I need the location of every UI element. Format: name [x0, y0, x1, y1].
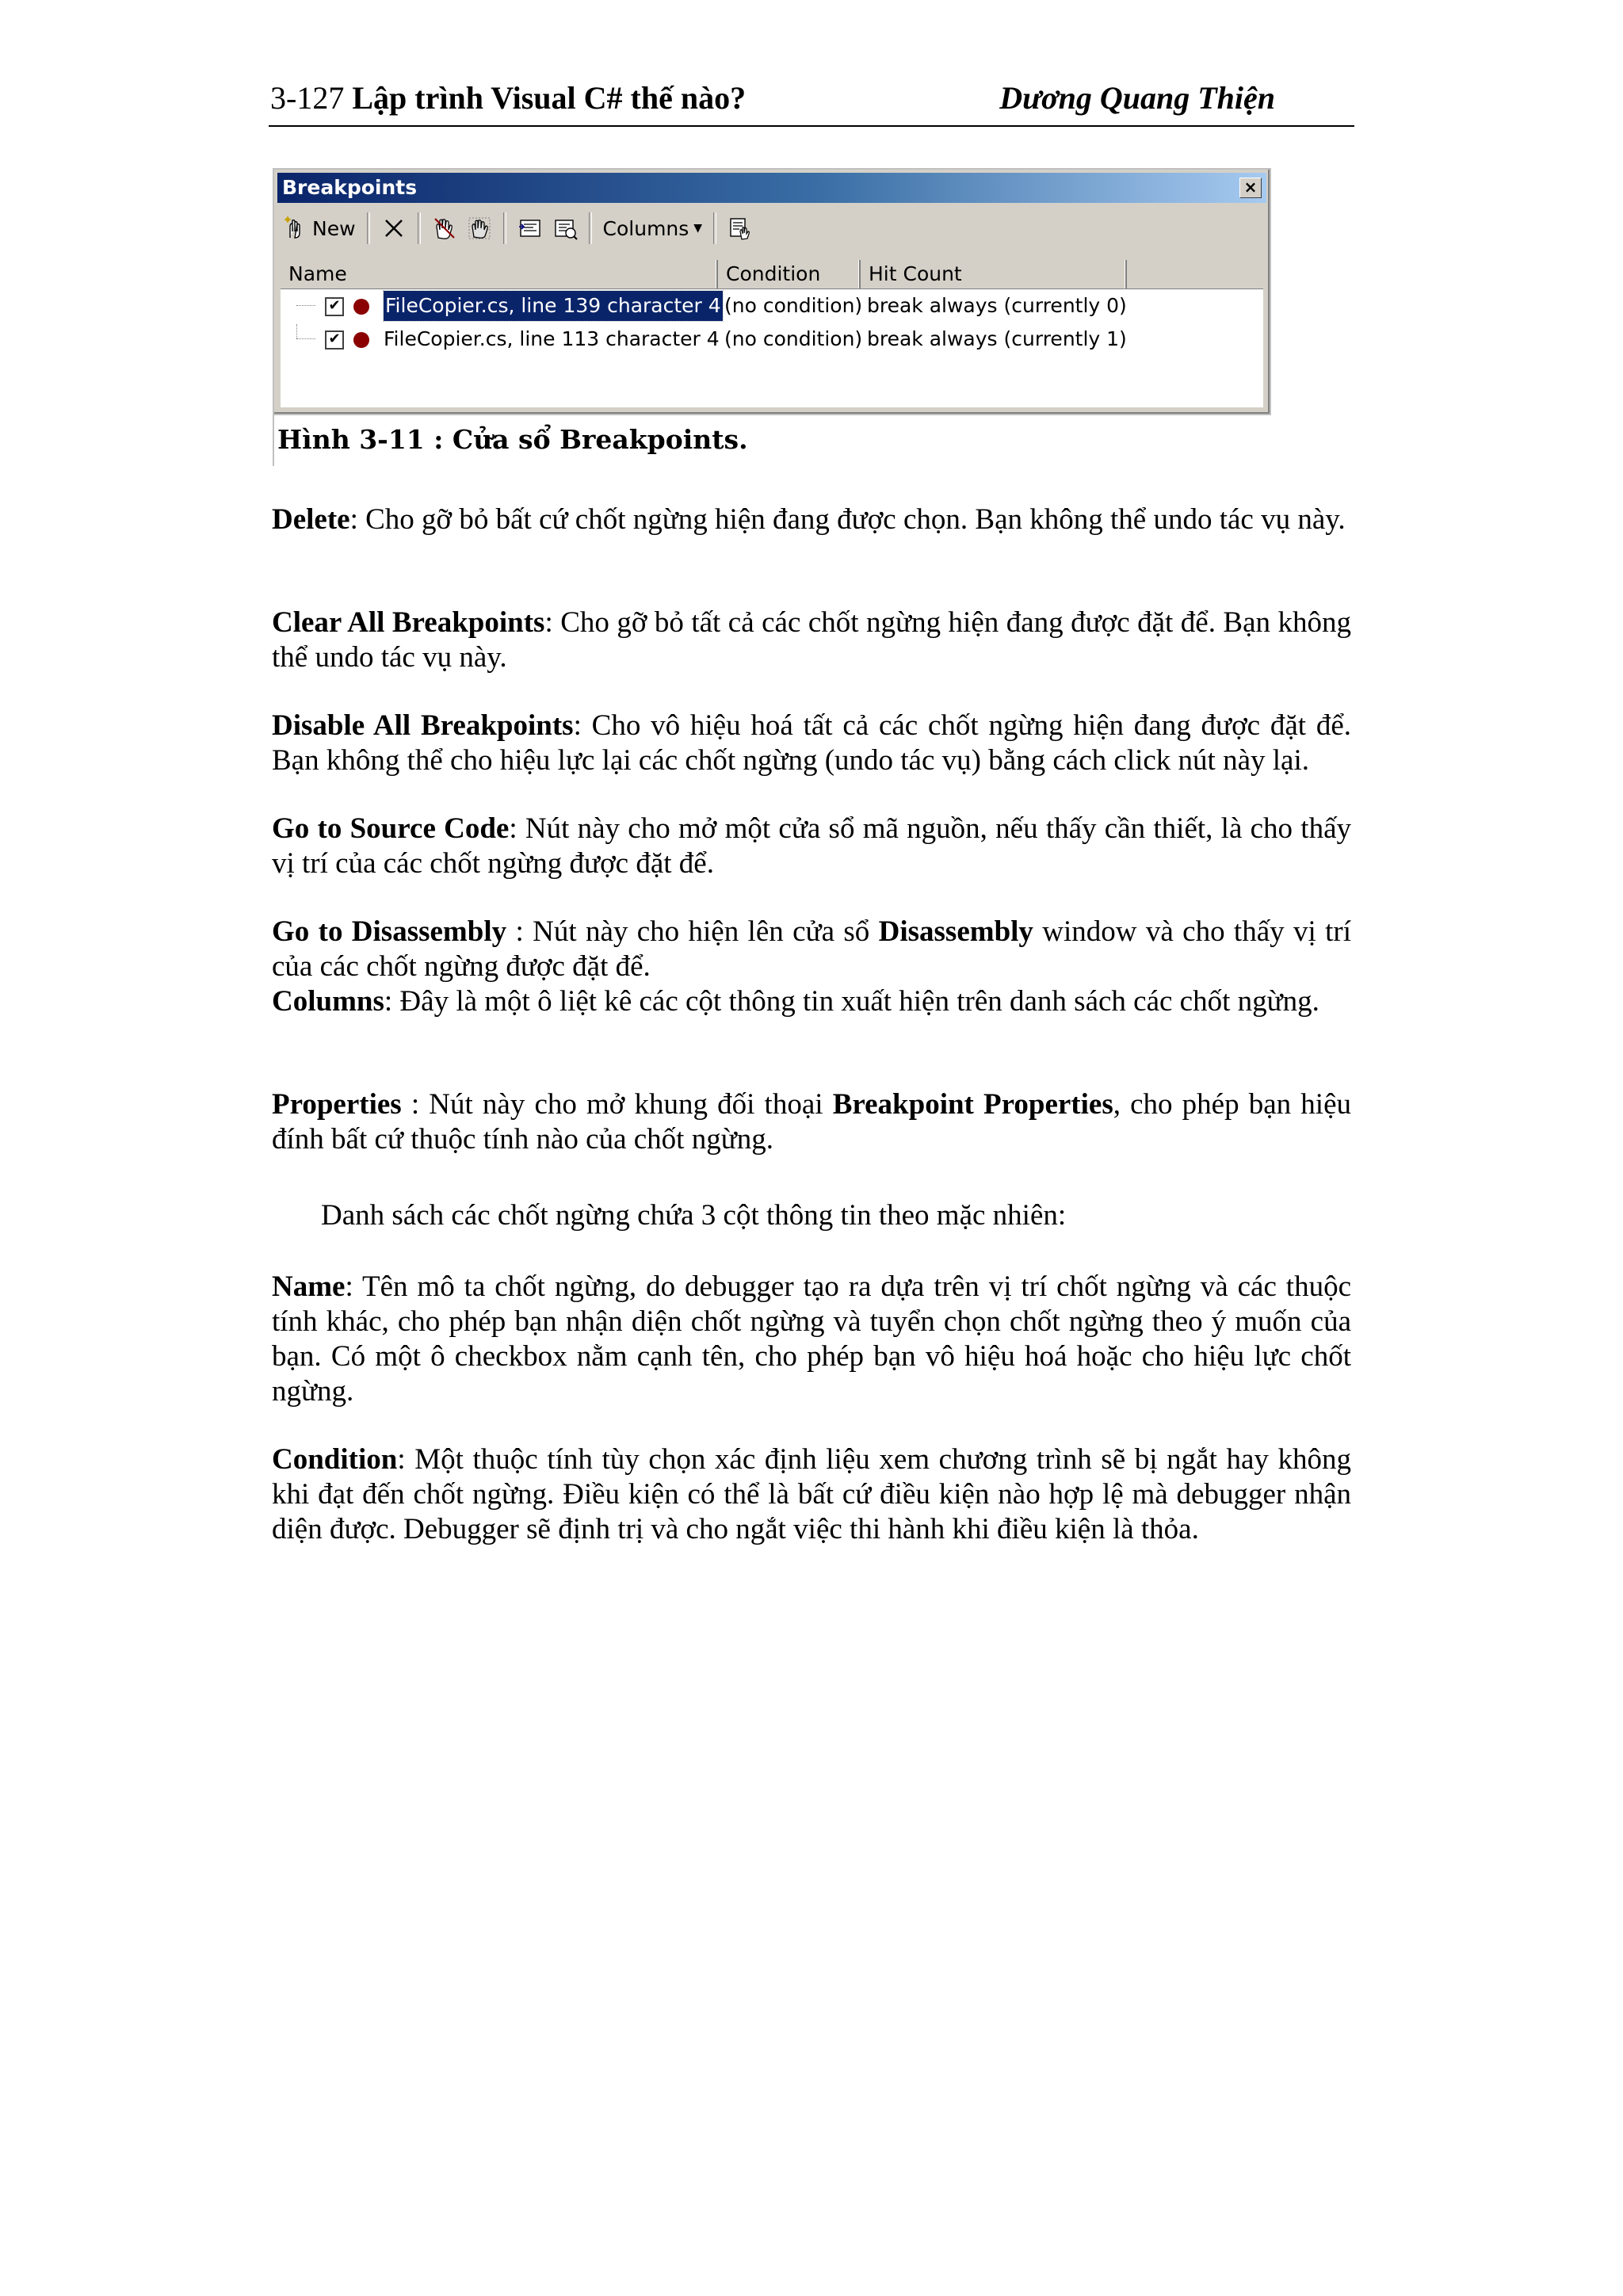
toolbar-separator: [713, 212, 716, 244]
paragraph-properties: [272, 1087, 1351, 1157]
breakpoint-list: [281, 288, 1263, 407]
term-delete: Delete: [272, 503, 350, 536]
toolbar-separator: [589, 212, 592, 244]
paragraph-disable-all: [272, 709, 1351, 778]
paragraph-delete: [272, 502, 1351, 537]
term-name: Name: [272, 1270, 346, 1303]
delete-button[interactable]: [376, 211, 411, 246]
paragraph-source-code: [272, 812, 1351, 881]
paragraph-disassembly-columns: [272, 915, 1351, 1019]
header-left: [270, 79, 746, 117]
paragraph-clear-all: [272, 606, 1351, 675]
text-disassembly-1: : Nút này cho hiện lên cửa sổ: [506, 915, 879, 948]
breakpoint-row[interactable]: [281, 324, 1263, 354]
text-disassembly-2: window và cho thấy vị trí của các chốt ngừng được đặt để.: [272, 915, 1351, 983]
text-delete: : Cho gỡ bỏ bất cứ chốt ngừng hiện đang được chọn. Bạn không thể undo tác vụ này.: [349, 503, 1346, 536]
clear-all-hand-icon: [432, 216, 457, 241]
text-condition: : Một thuộc tính tùy chọn xác định liệu xem chương trình sẽ bị ngắt hay không khi đạt đến chốt ngừng. Điều kiện có thể là bất cứ điều kiện nào hợp lệ mà debugger nhận diện được. Debugger sẽ định trị và cho ngắt việc thi hành khi điều kiện là thỏa.: [272, 1443, 1351, 1545]
new-breakpoint-icon: [284, 216, 309, 241]
breakpoint-name[interactable]: FileCopier.cs, line 139 character 4: [384, 291, 723, 321]
delete-x-icon: [381, 216, 407, 241]
tree-connector: [296, 324, 297, 338]
breakpoint-dot-icon: [353, 332, 369, 348]
author-name: Dương Quang Thiện: [999, 80, 1275, 116]
close-button[interactable]: ×: [1239, 178, 1262, 198]
text-clear-all: : Cho gỡ bỏ tất cả các chốt ngừng hiện đang được đặt để. Bạn không thể undo tác vụ này.: [272, 606, 1351, 674]
term-properties: Properties: [272, 1088, 402, 1121]
text-properties-1: : Nút này cho mở khung đối thoại: [401, 1088, 833, 1121]
breakpoint-hit-count: break always (currently 1): [867, 327, 1127, 350]
breakpoint-condition: (no condition): [724, 294, 863, 317]
window-title: Breakpoints: [282, 176, 418, 199]
clear-all-breakpoints-button[interactable]: [427, 211, 462, 246]
term-disable-all: Disable All Breakpoints: [272, 709, 574, 742]
breakpoint-condition: (no condition): [724, 327, 863, 350]
toolbar-separator: [418, 212, 421, 244]
columns-dropdown[interactable]: [598, 211, 708, 246]
term-columns: Columns: [272, 985, 384, 1018]
breakpoint-checkbox[interactable]: ✔: [325, 330, 344, 350]
breakpoint-checkbox[interactable]: ✔: [325, 297, 344, 316]
breakpoint-row[interactable]: [281, 291, 1263, 321]
text-properties-2: , cho phép bạn hiệu đính bất cứ thuộc tính nào của chốt ngừng.: [272, 1088, 1351, 1156]
paragraph-condition: [272, 1442, 1351, 1547]
toolbar: [279, 208, 1265, 249]
tree-connector: [296, 338, 315, 339]
new-breakpoint-button[interactable]: [279, 211, 361, 246]
source-code-icon: [517, 216, 543, 241]
new-button-label: New: [312, 216, 356, 240]
book-title: Lập trình Visual C# thế nào?: [352, 80, 747, 116]
properties-icon: [727, 216, 753, 241]
disassembly-icon: [552, 216, 578, 241]
term-clear-all: Clear All Breakpoints: [272, 606, 545, 639]
page-number: 3-127: [270, 80, 345, 116]
toolbar-separator: [367, 212, 370, 244]
breakpoint-name[interactable]: FileCopier.cs, line 113 character 4: [384, 327, 720, 350]
breakpoint-hit-count: break always (currently 0): [867, 294, 1127, 317]
column-header-condition[interactable]: Condition: [718, 260, 861, 288]
text-columns: : Đây là một ô liệt kê các cột thông tin xuất hiện trên danh sách các chốt ngừng.: [384, 985, 1319, 1018]
paragraph-list-intro: [272, 1198, 1351, 1233]
text-list-intro: Danh sách các chốt ngừng chứa 3 cột thông tin theo mặc nhiên:: [321, 1199, 1067, 1232]
text-source-code: : Nút này cho mở một cửa sổ mã nguồn, nếu thấy cần thiết, là cho thấy vị trí của các chốt ngừng được đặt để.: [272, 812, 1351, 880]
window-titlebar[interactable]: [277, 173, 1266, 203]
term-disassembly-2: Disassembly: [878, 915, 1033, 948]
page-header: [269, 78, 1354, 127]
columns-dropdown-label: Columns: [602, 216, 689, 240]
toolbar-separator: [503, 212, 506, 244]
text-disable-all: : Cho vô hiệu hoá tất cả các chốt ngừng hiện đang được đặt để. Bạn không thể cho hiệu lực lại các chốt ngừng (undo tác vụ) bằng cách click nút này lại.: [272, 709, 1351, 777]
term-disassembly: Go to Disassembly: [272, 915, 507, 948]
disable-all-breakpoints-button[interactable]: [462, 211, 497, 246]
column-header-hit-count[interactable]: Hit Count: [861, 260, 1127, 288]
properties-button[interactable]: [723, 211, 758, 246]
tree-connector: [296, 305, 315, 306]
go-to-disassembly-button[interactable]: [548, 211, 582, 246]
go-to-source-code-button[interactable]: [513, 211, 548, 246]
term-breakpoint-properties: Breakpoint Properties: [832, 1088, 1113, 1121]
term-condition: Condition: [272, 1443, 398, 1476]
text-name: : Tên mô ta chốt ngừng, do debugger tạo ra dựa trên vị trí chốt ngừng và các thuộc tính khác, cho phép bạn nhận diện chốt ngừng và tuyển chọn chốt ngừng theo ý muốn của bạn. Có một ô checkbox nằm cạnh tên, cho phép bạn vô hiệu hoá hoặc cho hiệu lực chốt ngừng.: [272, 1270, 1351, 1408]
breakpoints-window: [273, 168, 1271, 415]
paragraph-name: [272, 1270, 1351, 1409]
column-header-name[interactable]: Name: [281, 260, 718, 288]
term-source-code: Go to Source Code: [272, 812, 510, 845]
figure-caption: Hình 3-11 : Cửa sổ Breakpoints.: [273, 414, 748, 466]
disable-all-hand-icon: [467, 216, 492, 241]
chevron-down-icon: ▼: [693, 222, 703, 235]
list-header: [281, 260, 1263, 288]
breakpoint-dot-icon: [353, 299, 369, 315]
